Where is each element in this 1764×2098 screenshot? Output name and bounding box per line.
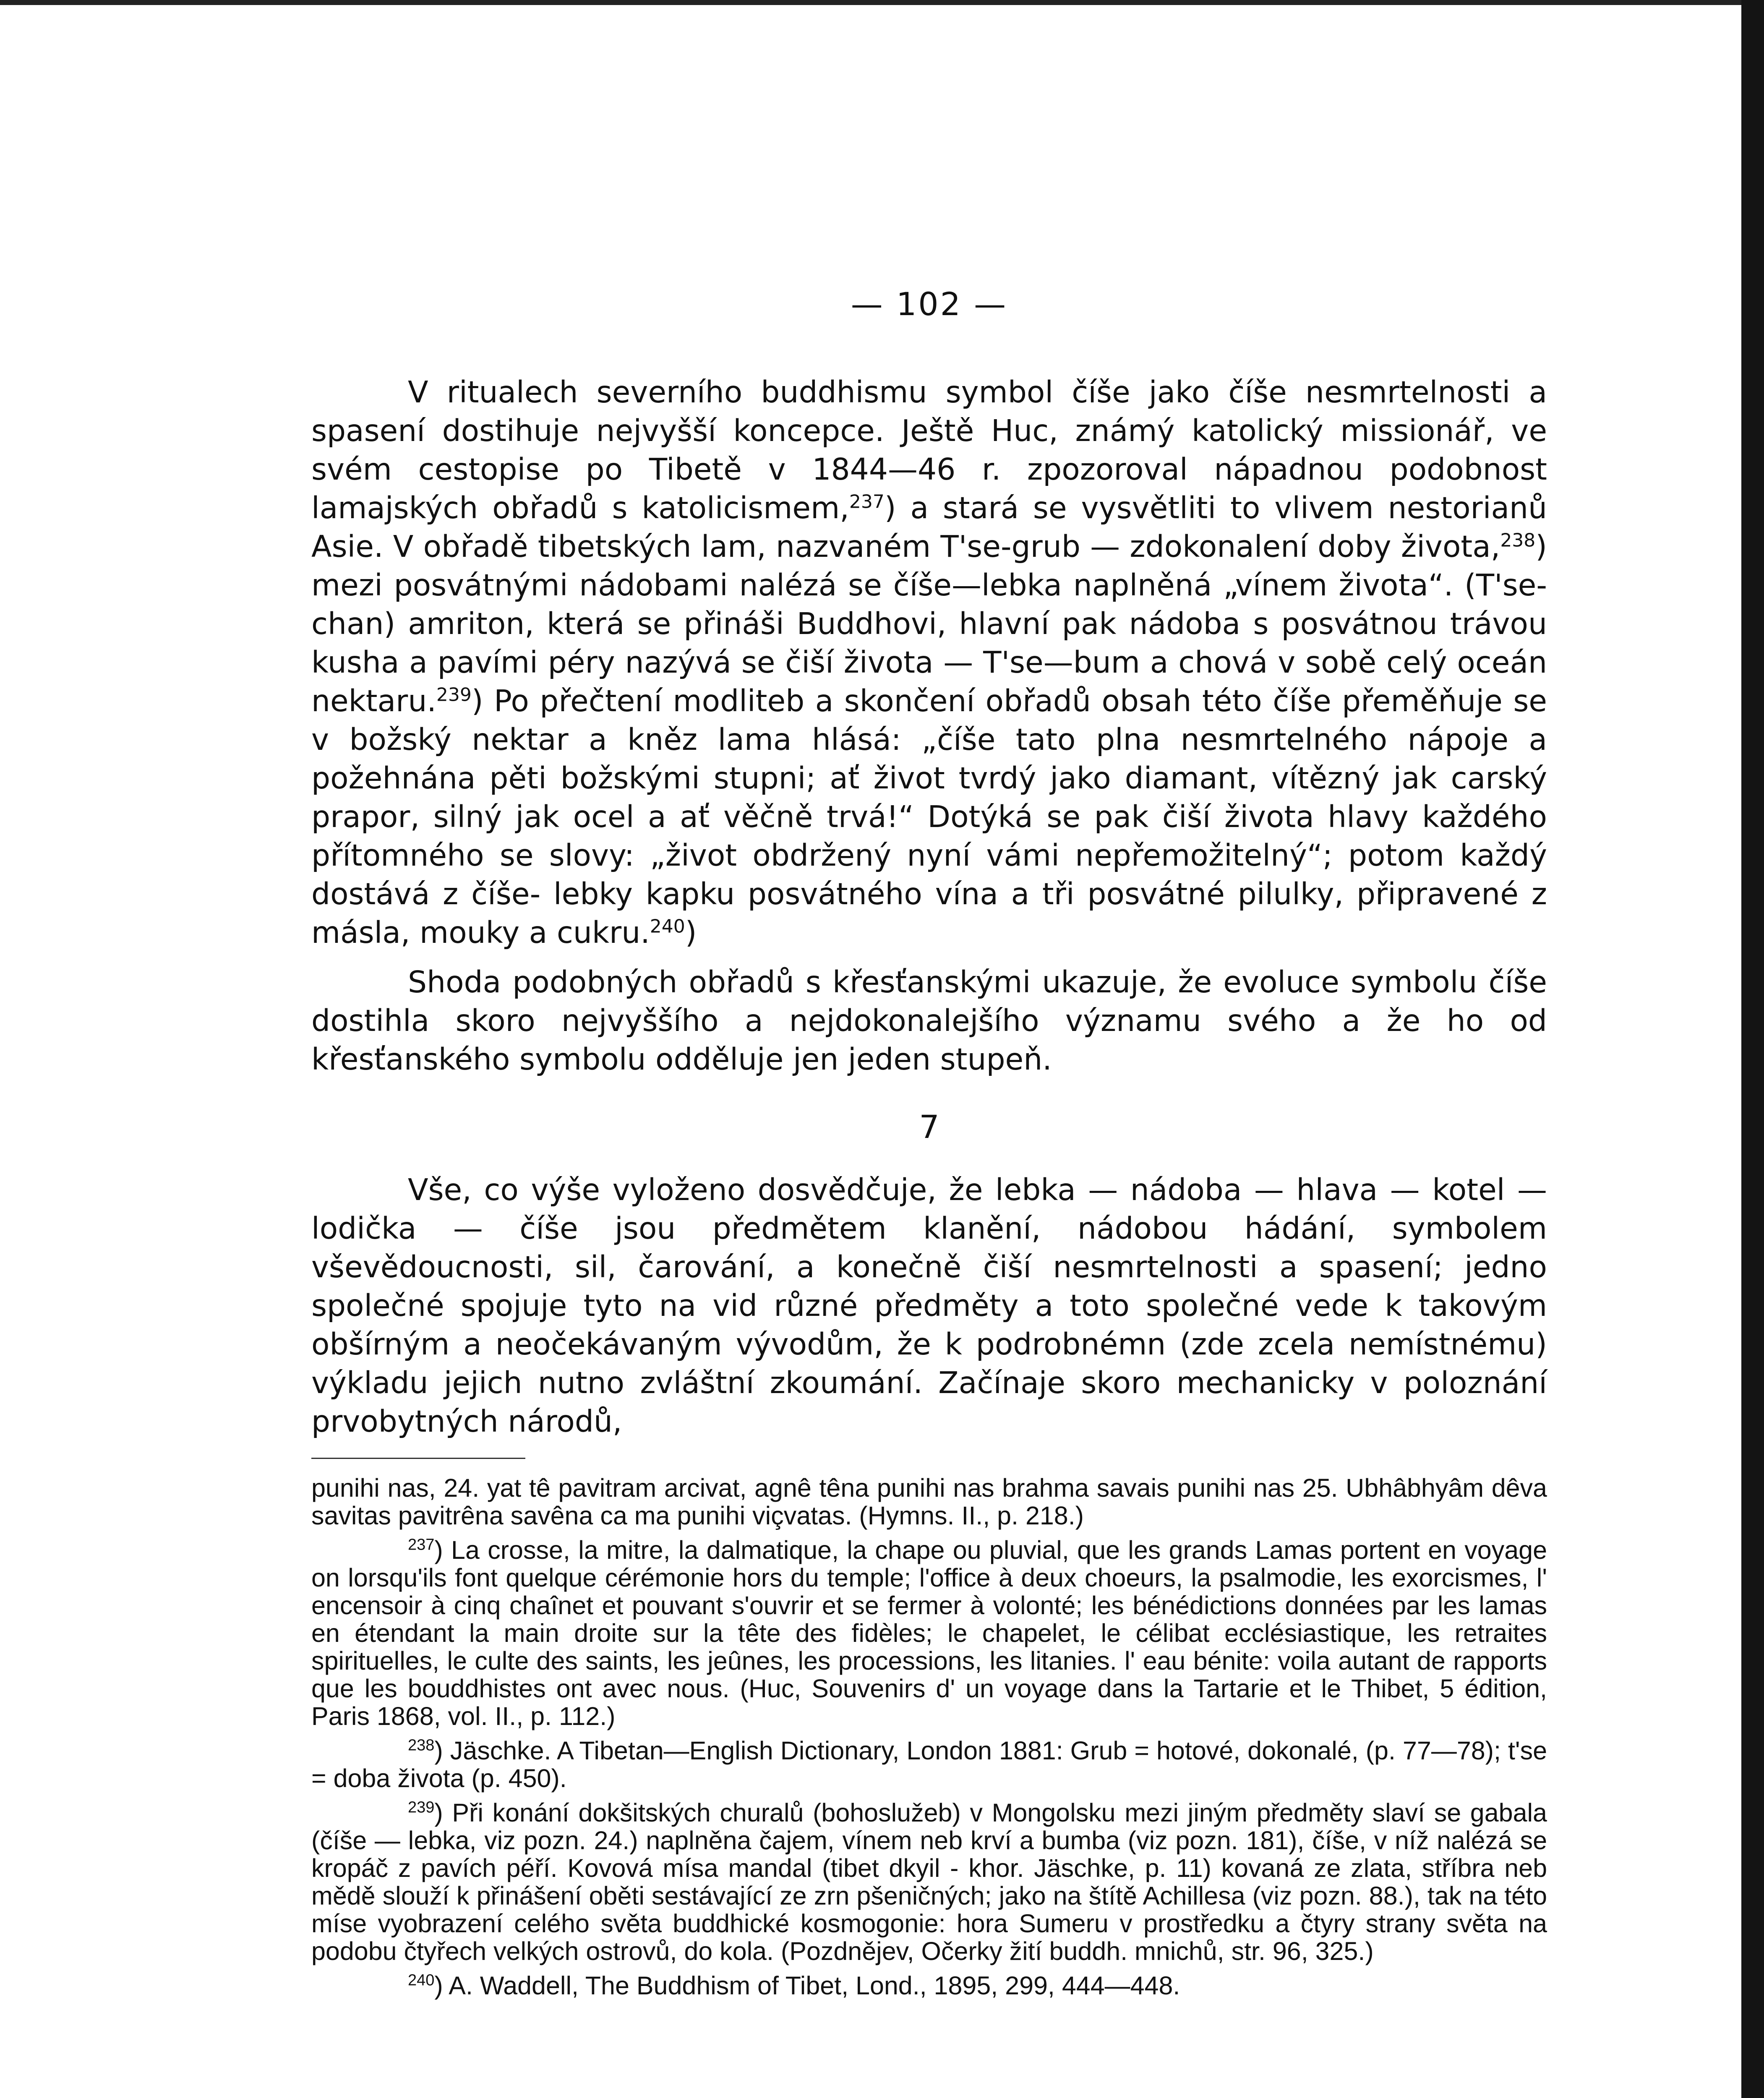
footnote-ref-237: 237 (849, 491, 885, 513)
footnote-240-text: ) A. Waddell, The Buddhism of Tibet, Lond., 1895, 299, 444—448. (434, 1971, 1180, 2000)
scan-top-edge (0, 0, 1764, 5)
paragraph-1-part-c: ) mezi posvátnými nádobami nalézá se číše—lebka naplněná „vínem života“. (T'se-chan) amriton, která se přináši Buddhovi, hlavní pak nádoba s posvátnou trávou kusha a pavími péry nazývá se čiší života — T'se—bum a chová v sobě celý oceán nektaru. (311, 529, 1547, 718)
footnote-237-text: ) La crosse, la mitre, la dalmatique, la chape ou pluvial, que les grands Lamas portent en voyage on lorsqu'ils font quelque cérémonie hors du temple; l'office à deux choeurs, la psalmodie, les exorcismes, l' encensoir à cinq chaînet et pouvant s'ouvrir et se fermer à volonté; les bénédictions données par les lamas en étendant la main droite sur la tête des fidèles; le chapelet, le célibat ecclésiastique, les retraites spirituelles, le culte des saints, les jeûnes, les processions, les litanies. l' eau bénite: voila autant de rapports que les bouddhistes ont avec nous. (Huc, Souvenirs d' un voyage dans la Tartarie et le Thibet, 5 édition, Paris 1868, vol. II., p. 112.) (311, 1536, 1547, 1730)
footnote-239-text: ) Při konání dokšitských churalů (bohoslužeb) v Mongolsku mezi jiným předměty slaví se gabala (číše — lebka, viz pozn. 24.) naplněna čajem, vínem neb krví a bumba (viz pozn. 181), číše, v níž nalézá se kropáč z pavích péří. Kovová mísa mandal (tibet dkyil - khor. Jäschke, p. 11) kovaná ze zlata, stříbra neb mědě slouží k přinášení oběti sestávající ze zrn pšeničných; jako na štítě Achillesa (viz pozn. 88.), tak na této míse vyobrazení celého světa buddhické kosmogonie: hora Sumeru v prostředku a čtyry strany světa na podobu čtyřech velkých ostrovů, do kola. (Pozdnějev, Očerky žití buddh. mnichů, str. 96, 325.) (311, 1798, 1547, 1965)
footnote-238-text: ) Jäschke. A Tibetan—English Dictionary, London 1881: Grub = hotové, dokonalé, (p. 77—78); t'se = doba života (p. 450). (311, 1736, 1547, 1793)
footnote-239-mark: 239 (408, 1798, 435, 1816)
paragraph-3: Vše, co výše vyloženo dosvědčuje, že lebka — nádoba — hlava — kotel — lodička — číše jsou předmětem klanění, nádobou hádání, symbolem vševědoucnosti, sil, čarování, a konečně čiší nesmrtelnosti a spasení; jedno společné spojuje tyto na vid různé předměty a toto společné vede k takovým obšírným a neočekávaným vývodům, že k podrobnémn (zde zcela nemístnému) výkladu jejich nutno zvláštní zkoumání. Začínaje skoro mechanicky v poloznání prvobytných národů, (311, 1172, 1547, 1439)
paragraph-2: Shoda podobných obřadů s křesťanskými ukazuje, že evoluce symbolu číše dostihla skoro nejvyššího a nejdokonalejšího významu svého a že ho od křesťanského symbolu odděluje jen jeden stupeň. (311, 965, 1547, 1077)
paragraph-1-part-e: ) (685, 915, 697, 950)
footnote-238-mark: 238 (408, 1736, 435, 1754)
book-page (311, 285, 1547, 1999)
footnote-238 (311, 1737, 1547, 1792)
paragraph-1-part-d: ) Po přečtení modliteb a skončení obřadů obsah této číše přeměňuje se v božský nektar a kněz lama hlásá: „číše tato plna nesmrtelného nápoje a požehnána pěti božskými stupni; ať život tvrdý jako diamant, vítězný jak carský prapor, silný jak ocel a ať věčně trvá!“ Dotýká se pak čiší života hlavy každého přítomného se slovy: „život obdržený nyní vámi nepřemožitelný“; potom každý dostává z číše- lebky kapku posvátného vína a tři posvátné pilulky, připravené z másla, mouky a cukru. (311, 684, 1547, 950)
main-text (311, 373, 1547, 1441)
footnote-240 (311, 1972, 1547, 1999)
footnote-237-mark: 237 (408, 1536, 435, 1554)
footnote-237 (311, 1536, 1547, 1730)
section-number: 7 (919, 1108, 939, 1146)
paragraph-1-part-a: V ritualech severního buddhismu symbol číše jako číše nesmrtelnosti a spasení dostihuje nejvyšší koncepce. Ještě Huc, známý katolický missionář, ve svém cestopise po Tibetě v 1844—46 r. zpozoroval nápadnou podobnost lamajských obřadů s katolicismem, (311, 375, 1547, 525)
paragraph-1 (311, 373, 1547, 952)
page-number: — 102 — (851, 285, 1008, 323)
footnote-divider (311, 1458, 525, 1459)
footnote-ref-240: 240 (650, 916, 685, 937)
paragraph-1-part-b: ) a stará se vysvětliti to vlivem nestorianů Asie. V obřadě tibetských lam, nazvaném T'se-grub — zdokonalení doby života, (311, 491, 1547, 564)
scan-right-edge (1741, 0, 1764, 2098)
footnote-ref-238: 238 (1500, 530, 1536, 551)
footnote-239 (311, 1799, 1547, 1965)
footnotes (311, 1474, 1547, 1999)
footnote-ref-239: 239 (436, 684, 472, 706)
footnote-continuation: punihi nas, 24. yat tê pavitram arcivat, agnê têna punihi nas brahma savais punihi nas 25. Ubhâbhyâm dêva savitas pavitrêna savêna ca ma punihi viçvatas. (Hymns. II., p. 218.) (311, 1474, 1547, 1530)
footnote-240-mark: 240 (408, 1971, 435, 1989)
